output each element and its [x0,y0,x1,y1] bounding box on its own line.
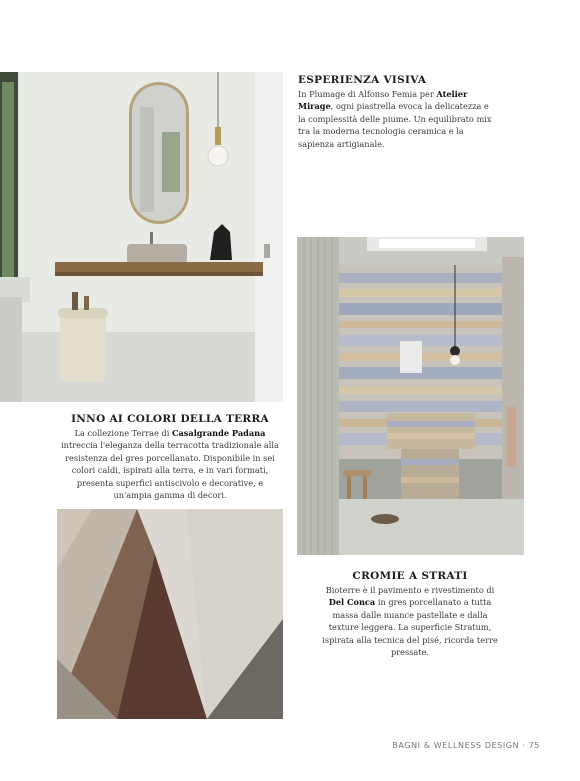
article-body [60,427,280,501]
brand-name: Atelier Mirage [298,89,468,112]
photo-stratum-bathroom [297,237,524,555]
article-title: INNO AI COLORI DELLA TERRA [71,413,269,425]
brand-name: Casalgrande Padana [171,428,266,438]
body-text: Bioterre è il pavimento e rivestimento di [325,585,495,595]
body-text: La collezione Terrae di [74,428,172,438]
article-body [298,88,498,150]
page-footer: BAGNI & WELLNESS DESIGN · 75 [392,741,540,750]
article-cromie-a-strati [320,570,500,658]
article-title: ESPERIENZA VISIVA [298,74,427,86]
article-body [320,584,500,658]
body-text: intreccia l'eleganza della terracotta tradizionale alla resistenza del gres porcellanato. Disponibile in sei colori caldi, ispirati alla terra, e in vari formati, presenta superfici antiscivolo e decorative, e un'ampia gamma di decori. [61,440,279,501]
article-esperienza-visiva [298,74,498,150]
photo-terrae-tiles [57,509,283,719]
photo-bathroom-mirror [0,72,283,402]
body-text: In Plumage di Alfonso Femia per [298,89,437,99]
article-inno-ai-colori [60,413,280,501]
body-text: in gres porcellanato a tutta massa dalle nuance pastellate e dalla texture leggera. La superficie Stratum, ispirata alla tecnica del pisé, ricorda terre pressate. [322,597,498,658]
article-title: CROMIE A STRATI [352,570,468,582]
brand-name: Del Conca [328,597,376,608]
body-text: , ogni piastrella evoca la delicatezza e la complessità delle piume. Un equilibrato mix tra la moderna tecnologia ceramica e la sapienza artigianale. [298,101,492,149]
